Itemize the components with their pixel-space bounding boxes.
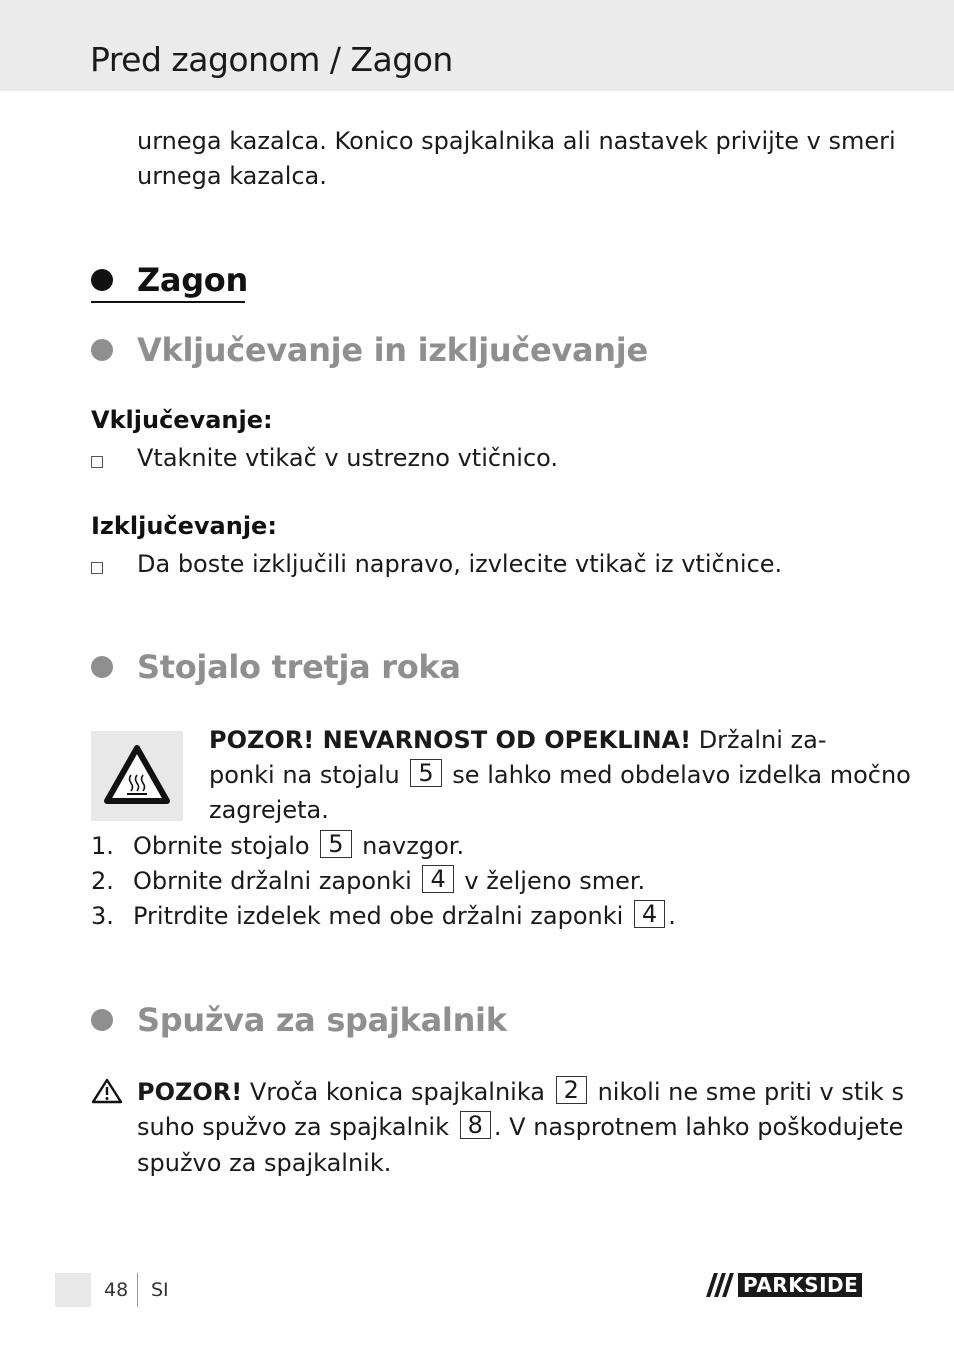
bullet-icon: [91, 1009, 113, 1031]
section-heading-switch: [91, 330, 648, 370]
step-text: v željeno smer.: [464, 867, 646, 895]
stand-warning-line-1: [209, 723, 827, 758]
warning-text: . V nasprotnem lahko poškodujete: [493, 1113, 904, 1141]
warning-strong-text: POZOR!: [137, 1078, 243, 1106]
page-title: Pred zagonom / Zagon: [90, 40, 453, 79]
bullet-icon: [91, 339, 113, 361]
logo-stripes-icon: [704, 1273, 738, 1297]
part-reference: 8: [460, 1111, 491, 1139]
warning-text: Držalni za-: [698, 726, 827, 754]
bullet-icon: [91, 656, 113, 678]
sponge-warning-line-2: [137, 1110, 903, 1145]
step-number: 2.: [91, 867, 114, 895]
step-number: 1.: [91, 832, 114, 860]
parkside-logo: [704, 1273, 862, 1297]
warning-text: suho spužvo za spajkalnik: [137, 1113, 449, 1141]
step-text: navzgor.: [362, 832, 465, 860]
switch-off-heading: Izključevanje:: [91, 512, 277, 540]
section-heading-zagon: [91, 260, 248, 300]
step-text: Obrnite držalni zaponki: [133, 867, 412, 895]
checkbox-bullet-icon: [91, 456, 103, 468]
section-heading-sponge: [91, 1000, 507, 1040]
part-reference: 4: [422, 865, 453, 893]
switch-off-item: Da boste izključili napravo, izvlecite vtikač iz vtičnice.: [137, 550, 783, 578]
intro-line-1: urnega kazalca. Konico spajkalnika ali nastavek privijte v smeri: [137, 127, 896, 155]
stand-warning-line-3: zagrejeta.: [209, 796, 329, 824]
intro-line-2: urnega kazalca.: [137, 162, 327, 190]
section-title: Stojalo tretja roka: [137, 648, 461, 686]
checkbox-bullet-icon: [91, 562, 103, 574]
section-heading-stand: [91, 647, 461, 687]
step-text: Pritrdite izdelek med obe držalni zaponki: [133, 902, 624, 930]
part-reference: 5: [320, 830, 351, 858]
switch-on-item: Vtaknite vtikač v ustrezno vtičnico.: [137, 444, 559, 472]
warning-triangle-icon: [90, 1077, 124, 1109]
warning-strong-text: POZOR! NEVARNOST OD OPEKLINA!: [209, 726, 692, 754]
warning-text: Vroča konica spajkalnika: [249, 1078, 546, 1106]
step-2: [91, 864, 645, 899]
step-number: 3.: [91, 902, 114, 930]
step-text: Obrnite stojalo: [133, 832, 310, 860]
part-reference: 2: [556, 1076, 587, 1104]
step-text: .: [668, 902, 676, 930]
switch-on-heading: Vključevanje:: [91, 406, 273, 434]
heading-underline: [91, 301, 245, 303]
warning-text: nikoli ne sme priti v stik s: [597, 1078, 904, 1106]
step-3: [91, 899, 676, 934]
page-number: 48: [104, 1279, 129, 1301]
footer-tab: [55, 1273, 91, 1307]
stand-warning-line-2: [209, 758, 911, 793]
section-title: Vključevanje in izključevanje: [137, 331, 648, 369]
section-title: Zagon: [137, 261, 248, 299]
warning-text: ponki na stojalu: [209, 761, 400, 789]
section-title: Spužva za spajkalnik: [137, 1001, 507, 1039]
brand-name: PARKSIDE: [743, 1273, 859, 1297]
sponge-warning-line-1: [137, 1075, 904, 1110]
part-reference: 4: [634, 900, 665, 928]
bullet-icon: [91, 269, 113, 291]
part-reference: 5: [410, 759, 441, 787]
hot-surface-warning-icon: [91, 731, 183, 821]
step-1: [91, 829, 464, 864]
sponge-warning-line-3: spužvo za spajkalnik.: [137, 1149, 392, 1177]
language-code: SI: [151, 1279, 169, 1301]
warning-text: se lahko med obdelavo izdelka močno: [452, 761, 911, 789]
footer-divider: [137, 1273, 138, 1307]
